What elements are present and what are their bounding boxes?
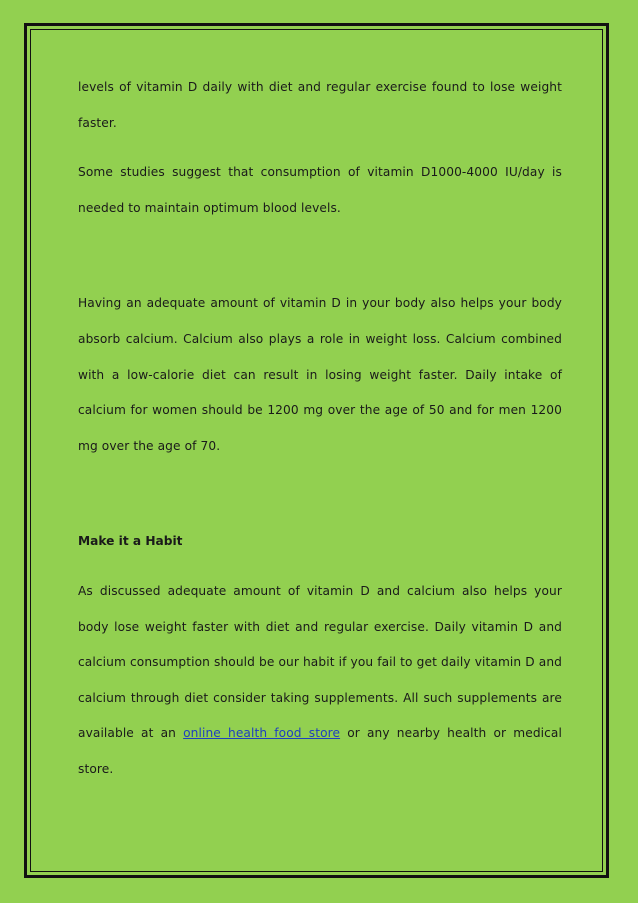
paragraph-habit-text-before-link: As discussed adequate amount of vitamin D and calcium also helps your body lose weight faster with diet and regular exercise. Daily vitamin D and calcium consumption should be our habit if you fail to get daily vitamin D and calcium through diet consider taking supplements. All such supplements are available at an <box>78 583 562 741</box>
paragraph-vitamin-d-dosage: Some studies suggest that consumption of vitamin D1000-4000 IU/day is needed to maintain optimum blood levels. <box>78 165 562 215</box>
paragraph-calcium: Having an adequate amount of vitamin D in your body also helps your body absorb calcium. Calcium also plays a role in weight loss. Calcium combined with a low-calorie diet can result in losing weight faster. Daily intake of calcium for women should be 1200 mg over the age of 50 and for men 1200 mg over the age of 70. <box>78 296 562 453</box>
online-health-food-store-link[interactable]: online health food store <box>183 726 341 741</box>
paragraph-habit-text-after-link: or any nearby health or medical store. <box>78 726 562 776</box>
paragraph-habit <box>78 574 562 788</box>
paragraph-vitamin-d-exercise: levels of vitamin D daily with diet and regular exercise found to lose weight faster. <box>78 80 562 130</box>
section-heading-make-it-a-habit: Make it a Habit <box>78 534 183 549</box>
document-body <box>78 70 562 788</box>
